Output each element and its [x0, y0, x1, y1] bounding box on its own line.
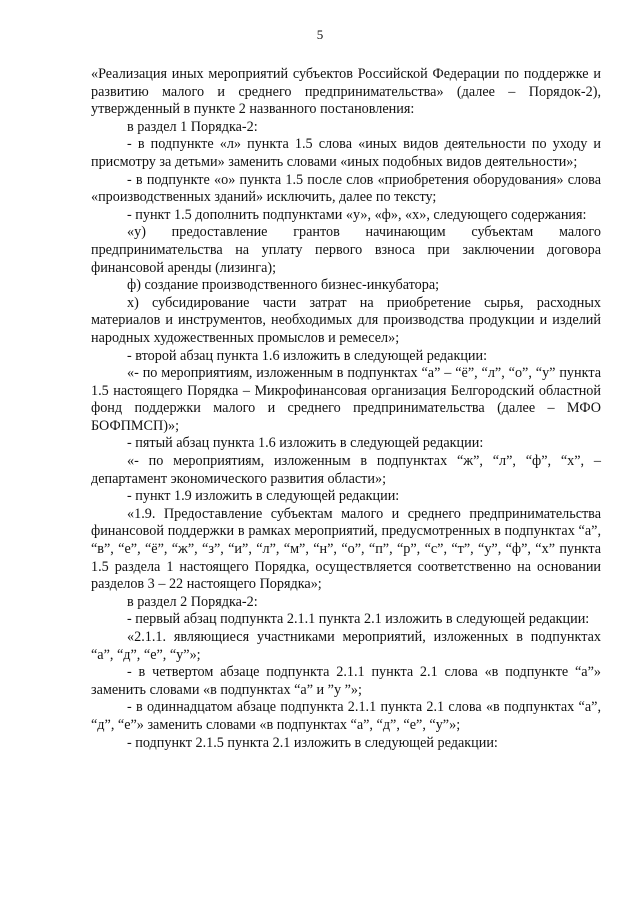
paragraph-2-1-1-eleventh: - в одиннадцатом абзаце подпункта 2.1.1 пункта 2.1 слова «в подпунктах “а”, “д”, “е”» заменить словами «в подпунктах “а”, “д”, “е”, “у”»; [91, 699, 601, 733]
paragraph-intro: «Реализация иных мероприятий субъектов Российской Федерации по поддержке и развитию малого и среднего предпринимательства» (далее – Порядок-2), утвержденный в пункте 2 названного постановления: [91, 66, 601, 118]
document-body [91, 66, 601, 752]
paragraph-2-1-5: - подпункт 2.1.5 пункта 2.1 изложить в следующей редакции: [127, 734, 498, 751]
paragraph-item-o: - в подпункте «о» пункта 1.5 после слов «приобретения оборудования» слова «производственных зданий» исключить, далее по тексту; [91, 171, 601, 206]
paragraph-item-l: - в подпункте «л» пункта 1.5 слова «иных видов деятельности по уходу и присмотру за детьми» заменить словами «иных подобных видов деятельности»; [91, 136, 601, 170]
paragraph-1-6-fifth: - пятый абзац пункта 1.6 изложить в следующей редакции: [127, 435, 484, 452]
paragraph-1-9-text: «1.9. Предоставление субъектам малого и среднего предпринимательства финансовой поддержки в рамках мероприятий, предусмотренных в подпунктах “а”, “в”, “е”, “ё”, “ж”, “з”, “и”, “л”, “м”, “н”, “о”, “п”, “р”, “с”, “т”, “у”, “ф”, “х” пункта 1.5 раздела 1 настоящего Порядка, осуществляется соответственно на основании разделов 3 – 22 настоящего Порядка»; [91, 505, 601, 593]
paragraph-2-1-1-fourth: - в четвертом абзаце подпункта 2.1.1 пункта 2.1 слова «в подпункте “а”» заменить словами «в подпунктах “а” и ”у ”»; [91, 664, 601, 698]
paragraph-1-6-fifth-text: «- по мероприятиям, изложенным в подпунктах “ж”, “л”, “ф”, “х”, – департамент экономического развития области»; [91, 453, 601, 487]
paragraph-section-2-header: в раздел 2 Порядка-2: [127, 593, 258, 610]
paragraph-2-1-1-first: - первый абзац подпункта 2.1.1 пункта 2.1 изложить в следующей редакции: [127, 611, 590, 628]
paragraph-1-6-second-text: «- по мероприятиям, изложенным в подпунктах “а” – “ё”, “л”, “о”, “у” пункта 1.5 настоящего Порядка – Микрофинансовая организация Белгородский областной фонд поддержки малого и среднего предпринимательства (далее – МФО БОФПМСП)»; [91, 365, 601, 434]
paragraph-1-9: - пункт 1.9 изложить в следующей редакции: [127, 488, 400, 505]
paragraph-section-1-header: в раздел 1 Порядка-2: [127, 118, 258, 135]
page-number: 5 [316, 27, 324, 42]
paragraph-1-6-second: - второй абзац пункта 1.6 изложить в следующей редакции: [127, 347, 488, 364]
paragraph-subitem-f: ф) создание производственного бизнес-инкубатора; [127, 277, 440, 294]
paragraph-subitem-u: «у) предоставление грантов начинающим субъектам малого предпринимательства на уплату первого взноса при заключении договора финансовой аренды (лизинга); [91, 224, 601, 276]
paragraph-2-1-1-first-text: «2.1.1. являющиеся участниками мероприятий, изложенных в подпунктах “а”, “д”, “е”, “у”»; [91, 629, 601, 663]
paragraph-add-subitems: - пункт 1.5 дополнить подпунктами «у», «ф», «х», следующего содержания: [127, 206, 587, 223]
paragraph-subitem-h: х) субсидирование части затрат на приобретение сырья, расходных материалов и инструментов, необходимых для производства продукции и изделий народных художественных промыслов и ремесел»; [91, 294, 601, 346]
